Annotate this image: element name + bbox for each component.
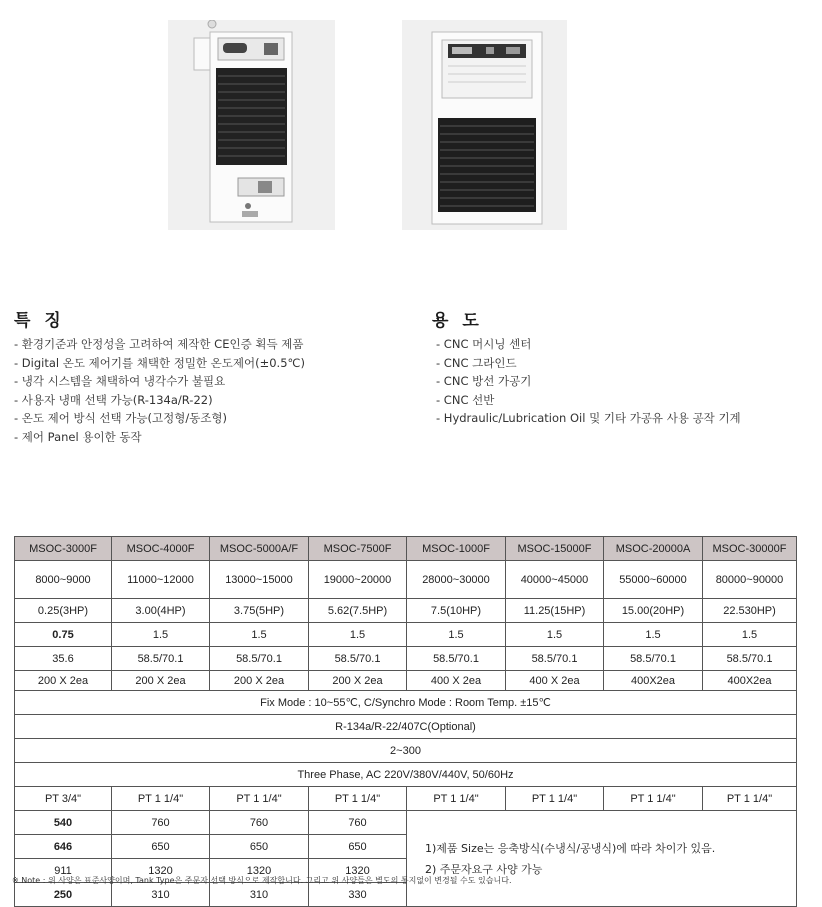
table-cell: PT 1 1/4" <box>112 787 210 811</box>
features-title: 특 징 <box>14 311 65 331</box>
table-cell: 1.5 <box>506 623 604 647</box>
features-list <box>14 335 305 446</box>
model-header: MSOC-3000F <box>15 537 112 561</box>
size-note: 2) 주문자요구 사양 가능 <box>425 862 543 876</box>
table-cell: 1.5 <box>604 623 703 647</box>
table-cell: 8000~9000 <box>15 561 112 599</box>
table-cell: 200 X 2ea <box>210 671 309 691</box>
table-row-size-1 <box>15 811 797 835</box>
table-cell: 760 <box>112 811 210 835</box>
table-cell: 11000~12000 <box>112 561 210 599</box>
table-cell: 22.530HP) <box>703 599 797 623</box>
table-cell: 911 <box>15 859 112 883</box>
uses-list <box>436 335 741 428</box>
table-cell: 1320 <box>210 859 309 883</box>
table-header-row <box>15 537 797 561</box>
table-row-pump <box>15 623 797 647</box>
feature-item: - 냉각 시스템을 채택하여 냉각수가 불필요 <box>14 374 226 388</box>
table-cell: 1.5 <box>703 623 797 647</box>
table-row-flow <box>15 647 797 671</box>
table-cell: 5.62(7.5HP) <box>309 599 407 623</box>
table-cell: 310 <box>112 883 210 907</box>
table-cell: 400 X 2ea <box>407 671 506 691</box>
table-row-temp-control <box>15 691 797 715</box>
table-cell: 15.00(20HP) <box>604 599 703 623</box>
table-cell-merged: Fix Mode : 10~55℃, C/Synchro Mode : Room Temp. ±15℃ <box>15 691 797 715</box>
table-cell: 200 X 2ea <box>112 671 210 691</box>
feature-item: - 환경기준과 안정성을 고려하여 제작한 CE인증 획득 제품 <box>14 337 304 351</box>
table-cell: 58.5/70.1 <box>703 647 797 671</box>
table-cell: PT 1 1/4" <box>309 787 407 811</box>
table-cell: 400 X 2ea <box>506 671 604 691</box>
table-cell: 650 <box>210 835 309 859</box>
table-cell: PT 1 1/4" <box>703 787 797 811</box>
table-cell: 55000~60000 <box>604 561 703 599</box>
table-cell: 760 <box>210 811 309 835</box>
chiller-unit-right-illustration <box>402 20 567 230</box>
table-cell-merged: R-134a/R-22/407C(Optional) <box>15 715 797 739</box>
feature-item: - 온도 제어 방식 선택 가능(고정형/동조형) <box>14 411 228 425</box>
table-cell: 19000~20000 <box>309 561 407 599</box>
use-item: - CNC 머시닝 센터 <box>436 337 532 351</box>
table-cell: PT 1 1/4" <box>210 787 309 811</box>
table-cell: 11.25(15HP) <box>506 599 604 623</box>
table-cell: PT 1 1/4" <box>407 787 506 811</box>
use-item: - CNC 선반 <box>436 392 495 407</box>
table-cell: PT 1 1/4" <box>506 787 604 811</box>
table-cell: 13000~15000 <box>210 561 309 599</box>
size-note: 1)제품 Size는 응축방식(수냉식/공냉식)에 따라 차이가 있음. <box>425 841 716 855</box>
product-photo-right <box>402 20 567 230</box>
table-cell: 1.5 <box>112 623 210 647</box>
table-row-pipe <box>15 787 797 811</box>
feature-item: - 제어 Panel 용이한 동작 <box>14 429 142 444</box>
table-cell: 1320 <box>112 859 210 883</box>
table-cell: 28000~30000 <box>407 561 506 599</box>
table-cell: 58.5/70.1 <box>407 647 506 671</box>
table-row-fan <box>15 671 797 691</box>
model-header: MSOC-15000F <box>506 537 604 561</box>
model-header: MSOC-1000F <box>407 537 506 561</box>
table-row-power <box>15 763 797 787</box>
table-cell: 200 X 2ea <box>309 671 407 691</box>
table-cell: 400X2ea <box>604 671 703 691</box>
table-cell: 58.5/70.1 <box>506 647 604 671</box>
table-cell: 1320 <box>309 859 407 883</box>
table-cell: 80000~90000 <box>703 561 797 599</box>
size-notes <box>407 811 797 907</box>
table-cell-merged: Three Phase, AC 220V/380V/440V, 50/60Hz <box>15 763 797 787</box>
table-cell: 1.5 <box>210 623 309 647</box>
table-cell: 1.5 <box>309 623 407 647</box>
table-cell-merged: 2~300 <box>15 739 797 763</box>
spec-table <box>14 536 797 907</box>
feature-item: - 사용자 냉매 선택 가능(R-134a/R-22) <box>14 392 213 407</box>
model-header: MSOC-4000F <box>112 537 210 561</box>
table-cell: 650 <box>112 835 210 859</box>
table-cell: 250 <box>15 883 112 907</box>
model-header: MSOC-5000A/F <box>210 537 309 561</box>
table-cell: 400X2ea <box>703 671 797 691</box>
table-cell: 0.75 <box>15 623 112 647</box>
table-cell: 200 X 2ea <box>15 671 112 691</box>
table-cell: PT 1 1/4" <box>604 787 703 811</box>
table-row-viscosity <box>15 739 797 763</box>
table-cell: 540 <box>15 811 112 835</box>
table-cell: 1.5 <box>407 623 506 647</box>
model-header: MSOC-30000F <box>703 537 797 561</box>
table-row-capacity <box>15 561 797 599</box>
table-cell: PT 3/4" <box>15 787 112 811</box>
feature-item: - Digital 온도 제어기를 채택한 정밀한 온도제어(±0.5℃) <box>14 355 305 370</box>
model-header: MSOC-7500F <box>309 537 407 561</box>
table-cell: 760 <box>309 811 407 835</box>
table-cell: 3.75(5HP) <box>210 599 309 623</box>
table-cell: 58.5/70.1 <box>309 647 407 671</box>
table-cell: 40000~45000 <box>506 561 604 599</box>
table-cell: 0.25(3HP) <box>15 599 112 623</box>
table-cell: 7.5(10HP) <box>407 599 506 623</box>
table-cell: 58.5/70.1 <box>604 647 703 671</box>
product-photo-left <box>168 20 335 230</box>
table-cell: 58.5/70.1 <box>112 647 210 671</box>
table-row-compressor <box>15 599 797 623</box>
table-cell: 58.5/70.1 <box>210 647 309 671</box>
table-cell: 310 <box>210 883 309 907</box>
uses-title: 용 도 <box>432 311 483 331</box>
chiller-unit-left-illustration <box>168 20 335 230</box>
use-item: - Hydraulic/Lubrication Oil 및 기타 가공유 사용 공작 기계 <box>436 411 741 425</box>
table-cell: 35.6 <box>15 647 112 671</box>
table-cell: 650 <box>309 835 407 859</box>
table-cell: 330 <box>309 883 407 907</box>
table-cell: 3.00(4HP) <box>112 599 210 623</box>
table-row-refrigerant <box>15 715 797 739</box>
table-cell: 646 <box>15 835 112 859</box>
use-item: - CNC 그라인드 <box>436 355 517 370</box>
use-item: - CNC 방선 가공기 <box>436 374 532 388</box>
model-header: MSOC-20000A <box>604 537 703 561</box>
footnote: ※ Note : 위 사양은 표준사양이며, Tank Type은 주문자 선택 방식으로 제작합니다. 그리고 위 사양들은 별도의 통지없이 변경될 수도 있습니다. <box>12 876 512 885</box>
